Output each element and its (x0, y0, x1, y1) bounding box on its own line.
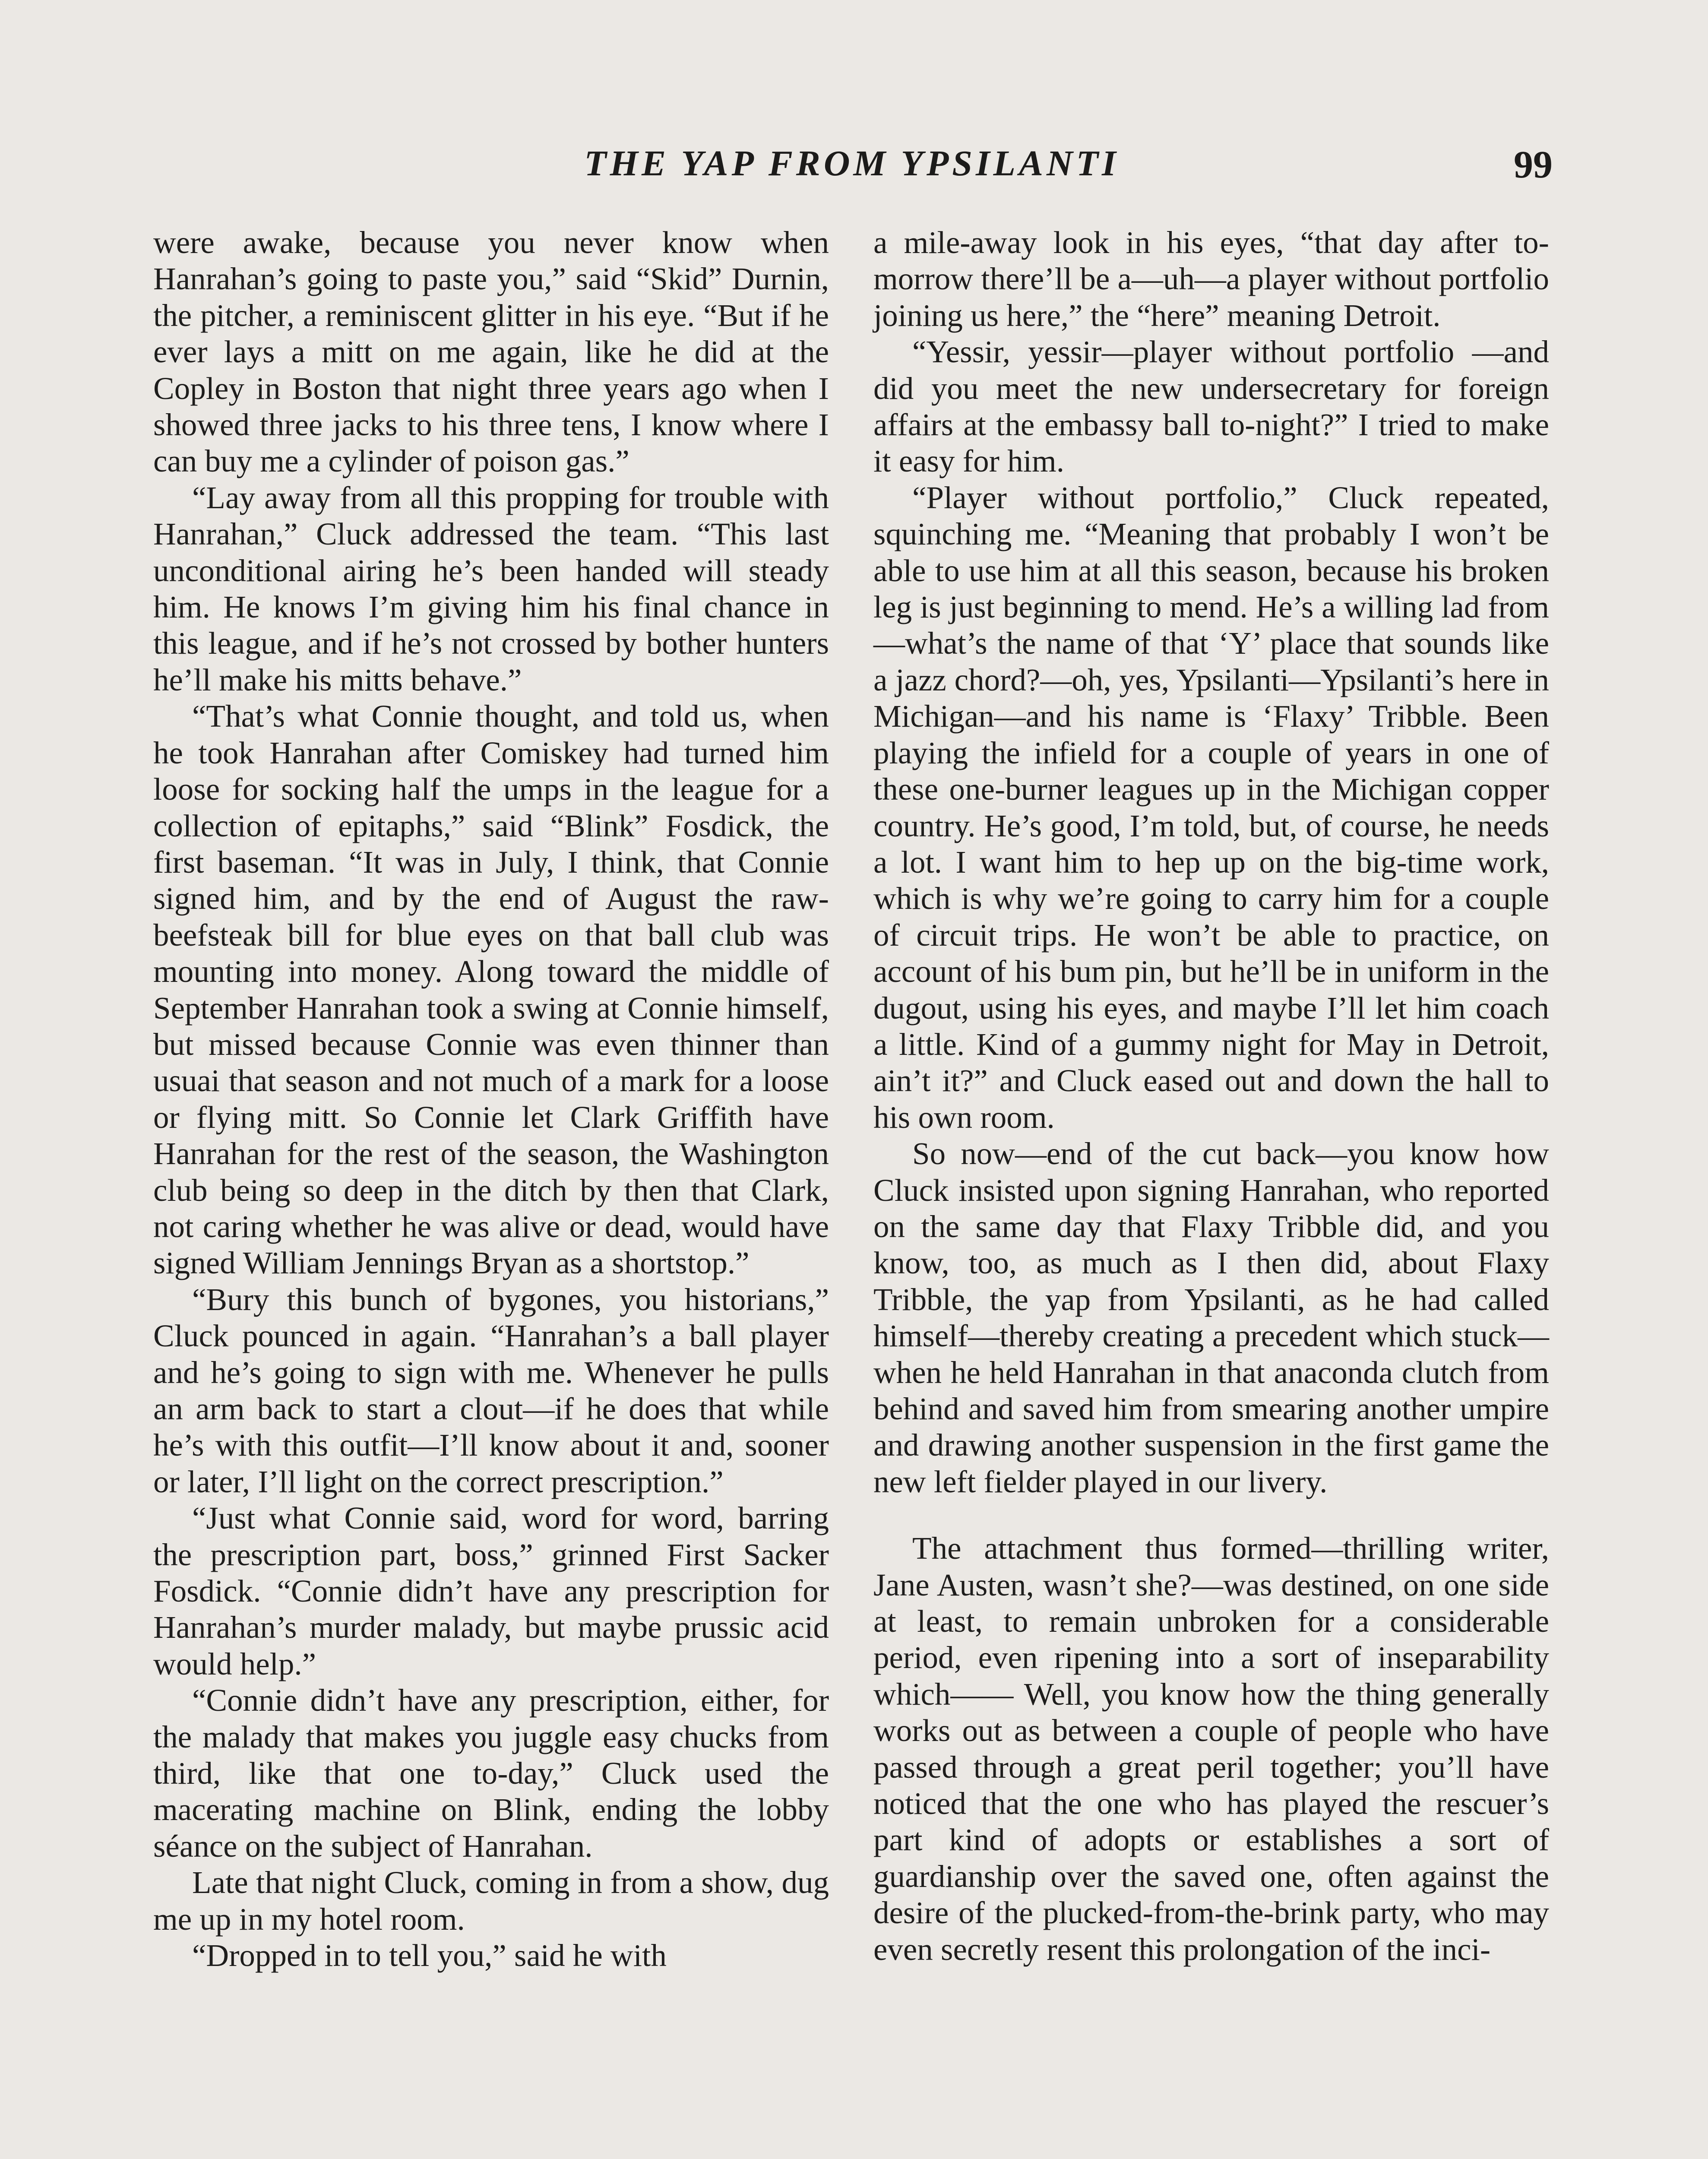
running-title: THE YAP FROM YPSILANTI (584, 143, 1120, 184)
paragraph: a mile-away look in his eyes, “that day after to-morrow there’ll be a—uh—a player without portfolio joining us here,” the “here” meaning Detroit. (873, 225, 1550, 333)
page-header (151, 142, 1553, 199)
paragraph: were awake, because you never know when Hanrahan’s going to paste you,” said “Skid” Durnin, the pitcher, a reminiscent glitter in his eye. “But if he ever lays a mitt on me again, like he did at the Copley in Boston that night three years ago when I showed three jacks to his three tens, I know where I can buy me a cylinder of poison gas.” (153, 225, 829, 479)
paragraph: “Just what Connie said, word for word, barring the prescription part, boss,” grinned First Sacker Fosdick. “Connie didn’t have any prescription for Hanrahan’s murder malady, but maybe prussic acid would help.” (153, 1501, 829, 1681)
paragraph: “Dropped in to tell you,” said he with (192, 1938, 667, 1973)
paragraph: “Player without portfolio,” Cluck repeated, squinching me. “Meaning that probably I won’t be able to use him at all this season, because his broken leg is just beginning to mend. He’s a willing lad from—what’s the name of that ‘Y’ place that sounds like a jazz chord?—oh, yes, Ypsilanti—Ypsilanti’s here in Michigan—and his name is ‘Flaxy’ Tribble. Been playing the infield for a couple of years in one of these one-burner leagues up in the Michigan copper country. He’s good, I’m told, but, of course, he needs a lot. I want him to hep up on the big-time work, which is why we’re going to carry him for a couple of circuit trips. He won’t be able to practice, on account of his bum pin, but he’ll be in uniform in the dugout, using his eyes, and maybe I’ll let him coach a little. Kind of a gummy night for May in Detroit, ain’t it?” and Cluck eased out and down the hall to his own room. (873, 480, 1549, 1135)
right-column (873, 225, 1549, 1968)
paragraph: The attachment thus formed—thrilling writer, Jane Austen, wasn’t she?—was destined, on one side at least, to remain unbroken for a considerable period, even ripening into a sort of inseparability which—— Well, you know how the thing generally works out as between a couple of people who have passed through a great peril together; you’ll have noticed that the one who has played the rescuer’s part kind of adopts or establishes a sort of guardianship over the saved one, often against the desire of the plucked-from-the-brink party, who may even secretly resent this prolongation of the inci- (873, 1531, 1549, 1967)
paragraph: “Yessir, yessir—player without portfolio —and did you meet the new undersecretary for foreign affairs at the embassy ball to-night?” I tried to make it easy for him. (873, 334, 1549, 479)
paragraph: “Connie didn’t have any prescription, either, for the malady that makes you juggle easy chucks from third, like that one to-day,” Cluck used the macerating machine on Blink, ending the lobby séance on the subject of Hanrahan. (153, 1683, 829, 1864)
left-column (153, 225, 829, 1974)
page-number: 99 (1514, 143, 1553, 186)
paragraph: Late that night Cluck, coming in from a show, dug me up in my hotel room. (153, 1865, 829, 1937)
paragraph: “Bury this bunch of bygones, you historians,” Cluck pounced in again. “Hanrahan’s a ball player and he’s going to sign with me. Whenever he pulls an arm back to start a clout—if he does that while he’s with this outfit—I’ll know about it and, sooner or later, I’ll light on the correct prescription.” (153, 1282, 829, 1499)
paragraph: “That’s what Connie thought, and told us, when he took Hanrahan after Comiskey had turned him loose for socking half the umps in the league for a collection of epitaphs,” said “Blink” Fosdick, the first baseman. “It was in July, I think, that Connie signed him, and by the end of August the raw-beefsteak bill for blue eyes on that ball club was mounting into money. Along toward the middle of September Hanrahan took a swing at Connie himself, but missed because Connie was even thinner than usuai that season and not much of a mark for a loose or flying mitt. So Connie let Clark Griffith have Hanrahan for the rest of the season, the Washington club being so deep in the ditch by then that Clark, not caring whether he was alive or dead, would have signed William Jennings Bryan as a shortstop.” (153, 699, 829, 1281)
paragraph: So now—end of the cut back—you know how Cluck insisted upon signing Hanrahan, who reported on the same day that Flaxy Tribble did, and you know, too, as much as I then did, about Flaxy Tribble, the yap from Ypsilanti, as he had called himself—thereby creating a precedent which stuck—when he held Hanrahan in that anaconda clutch from behind and saved him from smearing another umpire and drawing another suspension in the first game the new left fielder played in our livery. (873, 1136, 1549, 1499)
paragraph: “Lay away from all this propping for trouble with Hanrahan,” Cluck addressed the team. “This last unconditional airing he’s been handed will steady him. He knows I’m giving him his final chance in this league, and if he’s not crossed by bother hunters he’ll make his mitts behave.” (153, 480, 829, 697)
